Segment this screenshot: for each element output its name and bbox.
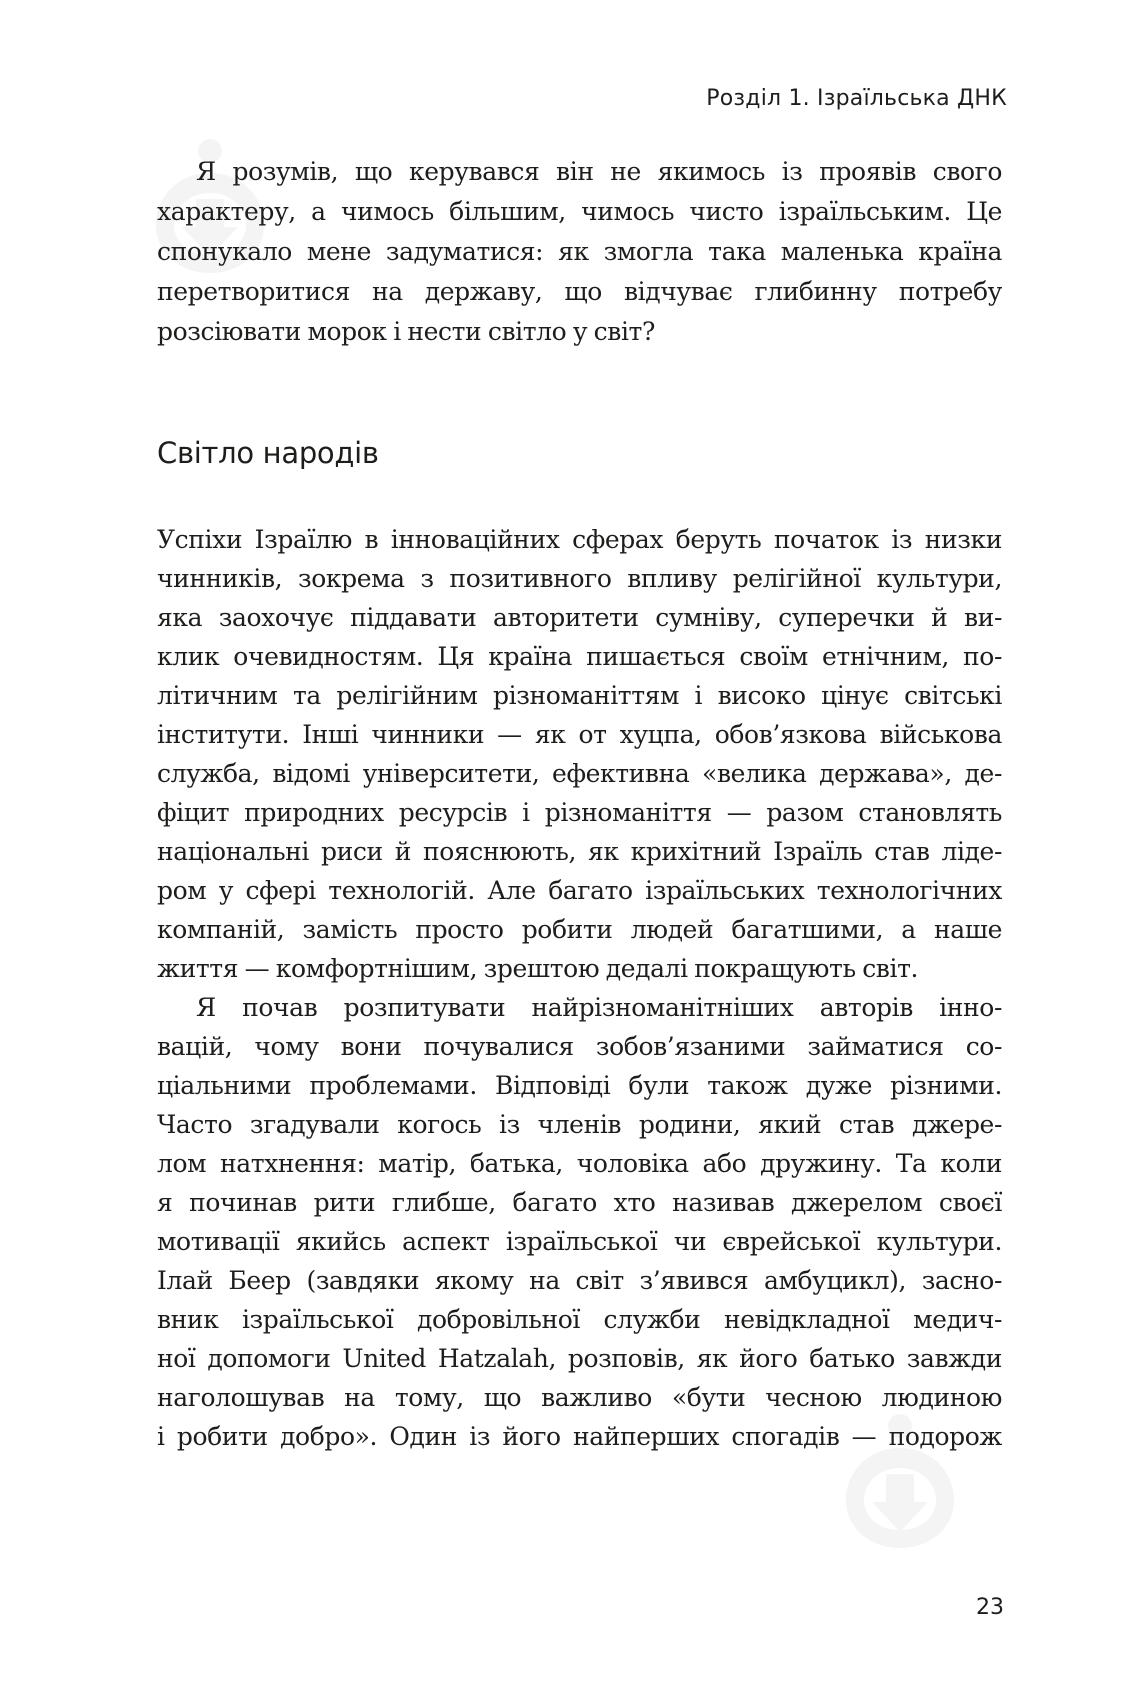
paragraph-3 (157, 988, 1002, 1456)
text-line: життя — комфортнішим, зрештою дедалі покращують світ. (157, 954, 919, 983)
text-line: чинників, зокрема з позитивного впливу релігійної культури, (157, 564, 1002, 593)
page-number: 23 (976, 1595, 1004, 1620)
text-line: компаній, замість просто робити людей багатшими, а наше (157, 915, 1002, 944)
text-line: розсіювати морок і нести світло у світ? (157, 317, 655, 346)
text-line: мотивації якийсь аспект ізраїльської чи єврейської культури. (157, 1227, 1002, 1256)
text-line: ром у сфері технологій. Але багато ізраїльських технологічних (157, 876, 1002, 905)
text-line: я починав рити глибше, багато хто називав джерелом своєї (157, 1188, 1002, 1217)
text-line: Часто згадували когось із членів родини, який став джере- (157, 1110, 1002, 1139)
running-head: Розділ 1. Ізраїльська ДНК (706, 86, 1007, 111)
text-line: і робити добро». Один із його найперших спогадів — подорож (157, 1422, 1002, 1451)
paragraph-2 (157, 520, 1002, 988)
section-heading: Світло народів (157, 436, 379, 470)
text-line: клик очевидностям. Ця країна пишається своїм етнічним, по- (157, 642, 1002, 671)
text-line: перетворитися на державу, що відчуває глибинну потребу (157, 277, 1002, 306)
text-line: Я почав розпитувати найрізноманітніших авторів інно- (196, 993, 1002, 1022)
text-line: ціальними проблемами. Відповіді були також дуже різними. (157, 1071, 1002, 1100)
text-line: літичним та релігійним різноманіттям і високо цінує світські (157, 681, 1002, 710)
text-line: Я розумів, що керувався він не якимось із проявів свого (196, 157, 1002, 186)
text-line: Ілай Беер (завдяки якому на світ з’явився амбуцикл), засно- (157, 1266, 1002, 1295)
text-line: служба, відомі університети, ефективна «велика держава», де- (157, 759, 1002, 788)
text-line: вацій, чому вони почувалися зобов’язаними займатися со- (157, 1032, 1002, 1061)
text-line: національні риси й пояснюють, як крихітний Ізраїль став ліде- (157, 837, 1002, 866)
text-line: наголошував на тому, що важливо «бути чесною людиною (157, 1383, 1002, 1412)
text-line: яка заохочує піддавати авторитети сумніву, суперечки й ви- (157, 603, 1002, 632)
text-line: інститути. Інші чинники — як от хуцпа, обов’язкова військова (157, 720, 1002, 749)
text-line: лом натхнення: матір, батька, чоловіка або дружину. Та коли (157, 1149, 1002, 1178)
text-line: спонукало мене задуматися: як змогла така маленька країна (157, 237, 1002, 266)
text-line: характеру, а чимось більшим, чимось чисто ізраїльським. Це (157, 197, 1002, 226)
text-line: фіцит природних ресурсів і різноманіття — разом становлять (157, 798, 1002, 827)
text-line: Успіхи Ізраїлю в інноваційних сферах беруть початок із низки (157, 525, 1002, 554)
text-line: вник ізраїльської добровільної служби невідкладної медич- (157, 1305, 1002, 1334)
text-line: ної допомоги United Hatzalah, розповів, як його батько завжди (157, 1344, 1002, 1373)
paragraph-1 (157, 152, 1002, 352)
